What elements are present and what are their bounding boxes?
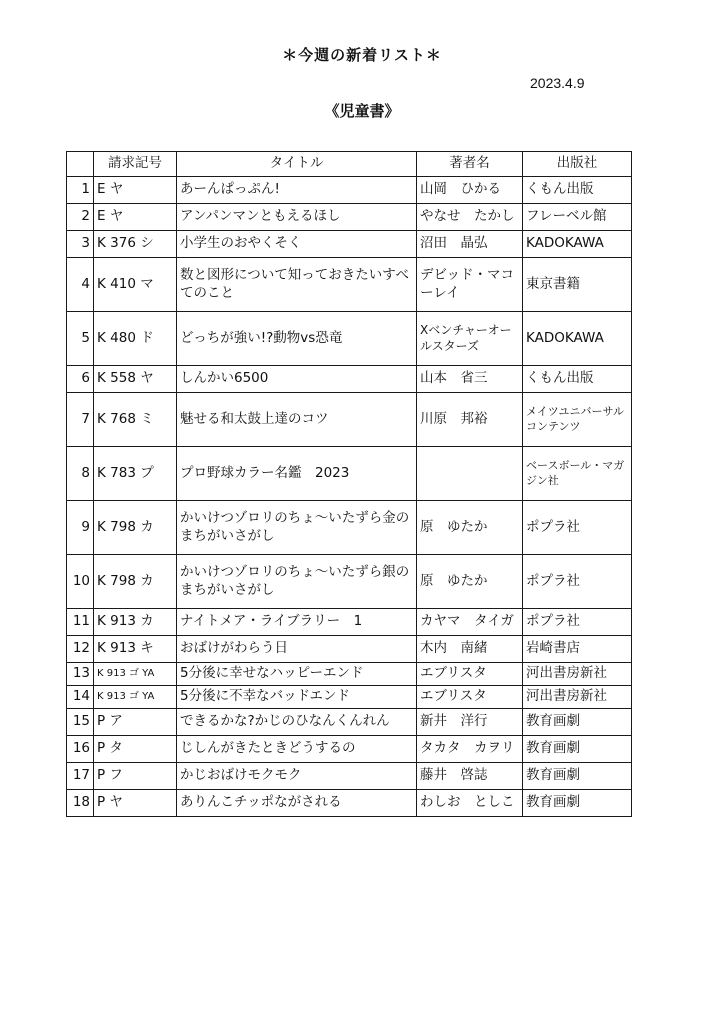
- call-number: K 913 ゴ YA: [94, 686, 177, 709]
- table-row: [67, 366, 632, 393]
- book-author: 原 ゆたか: [417, 501, 523, 555]
- section-heading: 《児童書》: [324, 102, 400, 120]
- book-publisher: ポプラ社: [523, 501, 632, 555]
- book-author: 沼田 晶弘: [417, 231, 523, 258]
- book-title: 5分後に不幸なバッドエンド: [177, 686, 417, 709]
- book-author: エブリスタ: [417, 686, 523, 709]
- book-publisher: 河出書房新社: [523, 663, 632, 686]
- book-title: ありんこチッポながされる: [177, 790, 417, 817]
- book-author: 山本 省三: [417, 366, 523, 393]
- table-row: [67, 686, 632, 709]
- call-number: K 376 シ: [94, 231, 177, 258]
- book-publisher: くもん出版: [523, 177, 632, 204]
- row-number: 17: [67, 763, 94, 790]
- row-number: 16: [67, 736, 94, 763]
- book-title: かいけつゾロリのちょ～いたずら銀のまちがいさがし: [177, 555, 417, 609]
- row-number: 11: [67, 609, 94, 636]
- book-publisher: 岩崎書店: [523, 636, 632, 663]
- book-publisher: 教育画劇: [523, 790, 632, 817]
- call-number: K 913 ゴ YA: [94, 663, 177, 686]
- header-publisher: 出版社: [523, 152, 632, 177]
- call-number: K 798 カ: [94, 501, 177, 555]
- book-author: 木内 南緒: [417, 636, 523, 663]
- call-number: K 913 キ: [94, 636, 177, 663]
- call-number: K 798 カ: [94, 555, 177, 609]
- header-title: タイトル: [177, 152, 417, 177]
- table-row: [67, 501, 632, 555]
- call-number: P タ: [94, 736, 177, 763]
- book-author: 藤井 啓誌: [417, 763, 523, 790]
- row-number: 4: [67, 258, 94, 312]
- book-title: どっちが強い!?動物vs恐竜: [177, 312, 417, 366]
- row-number: 1: [67, 177, 94, 204]
- row-number: 9: [67, 501, 94, 555]
- book-publisher: 教育画劇: [523, 763, 632, 790]
- book-publisher: 東京書籍: [523, 258, 632, 312]
- call-number: K 783 プ: [94, 447, 177, 501]
- row-number: 5: [67, 312, 94, 366]
- row-number: 12: [67, 636, 94, 663]
- table-row: [67, 709, 632, 736]
- book-author: 山岡 ひかる: [417, 177, 523, 204]
- document-date: 2023.4.9: [530, 75, 585, 91]
- table-row: [67, 204, 632, 231]
- book-publisher: ベースボール・マガジン社: [523, 447, 632, 501]
- book-title: 小学生のおやくそく: [177, 231, 417, 258]
- book-author: デビッド・マコーレイ: [417, 258, 523, 312]
- table-row: [67, 736, 632, 763]
- table-header-row: [67, 152, 632, 177]
- row-number: 7: [67, 393, 94, 447]
- document-title: ＊今週の新着リスト＊: [282, 46, 442, 64]
- table-body: [67, 177, 632, 817]
- book-author: Xベンチャーオールスターズ: [417, 312, 523, 366]
- row-number: 3: [67, 231, 94, 258]
- table-row: [67, 555, 632, 609]
- row-number: 13: [67, 663, 94, 686]
- book-title: 魅せる和太鼓上達のコツ: [177, 393, 417, 447]
- book-title: 5分後に幸せなハッピーエンド: [177, 663, 417, 686]
- book-title: できるかな?かじのひなんくんれん: [177, 709, 417, 736]
- book-title: プロ野球カラー名鑑 2023: [177, 447, 417, 501]
- row-number: 18: [67, 790, 94, 817]
- book-title: しんかい6500: [177, 366, 417, 393]
- book-author: エブリスタ: [417, 663, 523, 686]
- book-publisher: ポプラ社: [523, 555, 632, 609]
- table-row: [67, 231, 632, 258]
- call-number: K 558 ヤ: [94, 366, 177, 393]
- row-number: 14: [67, 686, 94, 709]
- book-publisher: KADOKAWA: [523, 231, 632, 258]
- table-row: [67, 763, 632, 790]
- table-row: [67, 447, 632, 501]
- book-publisher: 河出書房新社: [523, 686, 632, 709]
- call-number: P ア: [94, 709, 177, 736]
- book-author: 新井 洋行: [417, 709, 523, 736]
- row-number: 8: [67, 447, 94, 501]
- book-publisher: KADOKAWA: [523, 312, 632, 366]
- table-row: [67, 609, 632, 636]
- new-arrivals-table: [66, 151, 632, 817]
- book-publisher: メイツユニバーサルコンテンツ: [523, 393, 632, 447]
- book-title: ナイトメア・ライブラリー 1: [177, 609, 417, 636]
- call-number: E ヤ: [94, 177, 177, 204]
- table-row: [67, 663, 632, 686]
- book-author: やなせ たかし: [417, 204, 523, 231]
- book-title: アンパンマンともえるほし: [177, 204, 417, 231]
- book-publisher: ポプラ社: [523, 609, 632, 636]
- table-row: [67, 177, 632, 204]
- book-publisher: くもん出版: [523, 366, 632, 393]
- table-row: [67, 258, 632, 312]
- row-number: 10: [67, 555, 94, 609]
- book-author: カヤマ タイガ: [417, 609, 523, 636]
- call-number: K 768 ミ: [94, 393, 177, 447]
- row-number: 6: [67, 366, 94, 393]
- book-publisher: 教育画劇: [523, 709, 632, 736]
- book-author: 川原 邦裕: [417, 393, 523, 447]
- book-publisher: 教育画劇: [523, 736, 632, 763]
- call-number: K 410 マ: [94, 258, 177, 312]
- book-title: おばけがわらう日: [177, 636, 417, 663]
- header-no: [67, 152, 94, 177]
- book-publisher: フレーベル館: [523, 204, 632, 231]
- row-number: 15: [67, 709, 94, 736]
- table-row: [67, 312, 632, 366]
- book-author: タカタ カヲリ: [417, 736, 523, 763]
- call-number: E ヤ: [94, 204, 177, 231]
- book-title: じしんがきたときどうするの: [177, 736, 417, 763]
- table-row: [67, 393, 632, 447]
- book-author: 原 ゆたか: [417, 555, 523, 609]
- header-author: 著者名: [417, 152, 523, 177]
- row-number: 2: [67, 204, 94, 231]
- call-number: K 480 ド: [94, 312, 177, 366]
- table-row: [67, 636, 632, 663]
- book-title: あーんぱっぷん!: [177, 177, 417, 204]
- call-number: K 913 カ: [94, 609, 177, 636]
- table-row: [67, 790, 632, 817]
- book-author: わしお としこ: [417, 790, 523, 817]
- call-number: P ヤ: [94, 790, 177, 817]
- call-number: P フ: [94, 763, 177, 790]
- book-title: かいけつゾロリのちょ～いたずら金のまちがいさがし: [177, 501, 417, 555]
- book-title: かじおばけモクモク: [177, 763, 417, 790]
- book-author: [417, 447, 523, 501]
- book-title: 数と図形について知っておきたいすべてのこと: [177, 258, 417, 312]
- header-call-number: 請求記号: [94, 152, 177, 177]
